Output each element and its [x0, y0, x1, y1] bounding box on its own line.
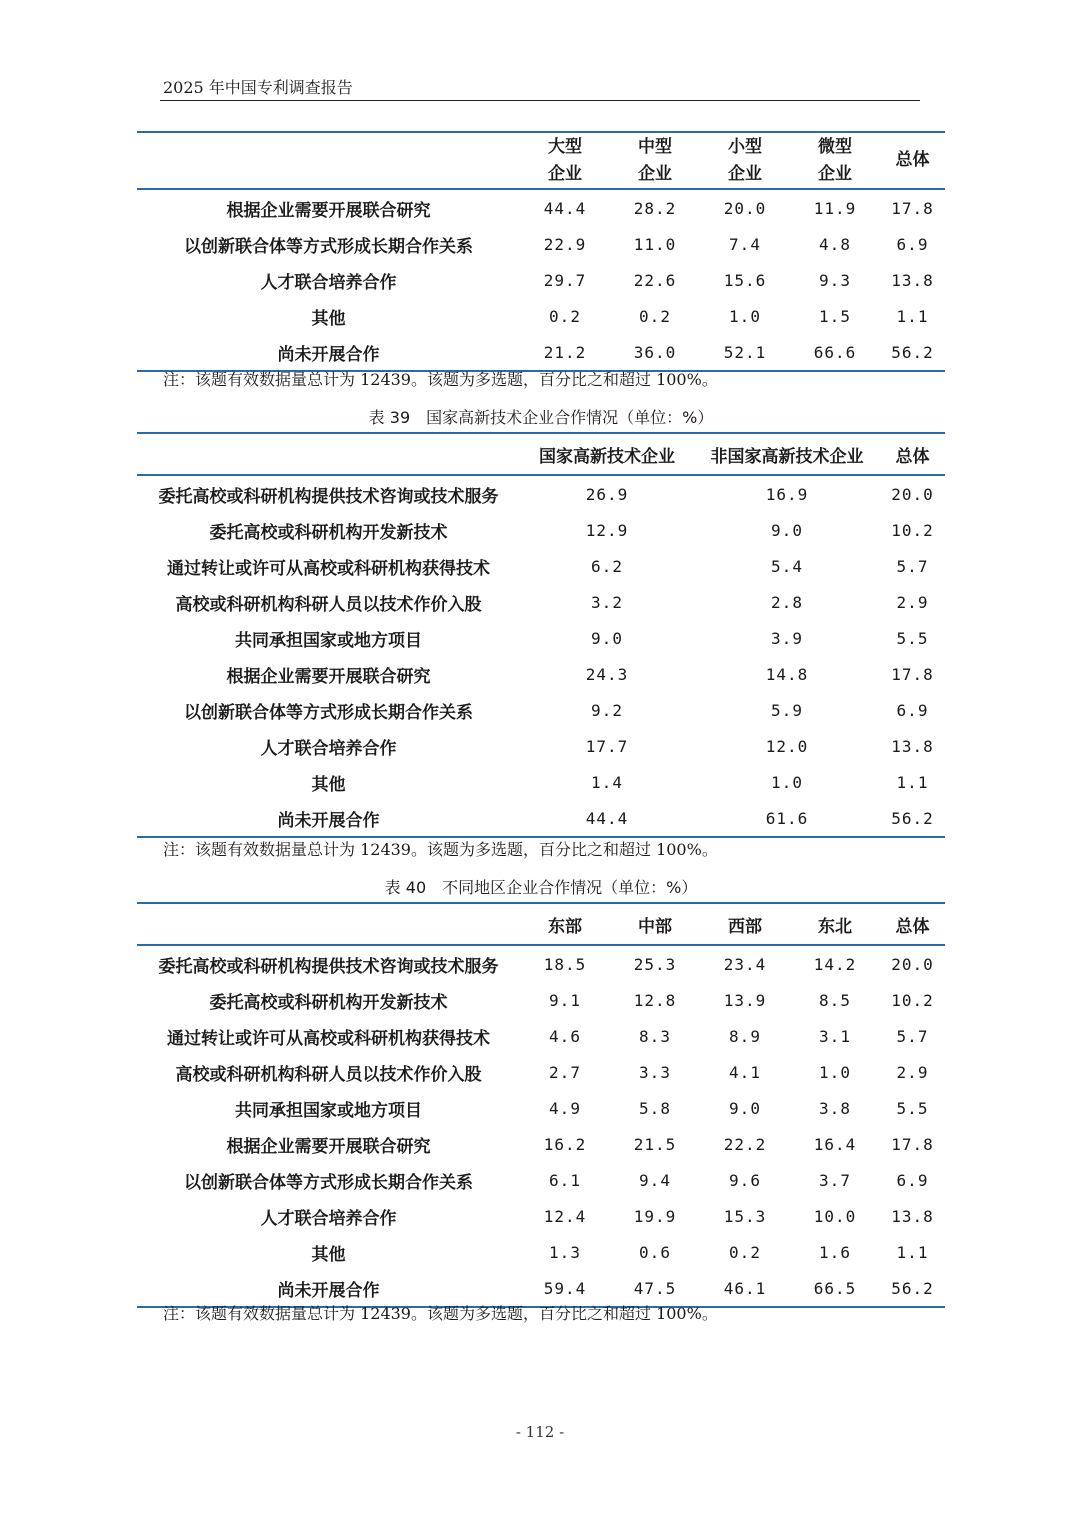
table-header-row	[137, 132, 945, 189]
header-cell-blank	[137, 132, 520, 189]
value-cell: 4.8	[819, 234, 851, 254]
table-row	[137, 262, 945, 298]
column-header: 国家高新技术企业	[520, 433, 694, 475]
value-cell: 9.6	[729, 1170, 761, 1190]
value-cell: 44.4	[520, 800, 694, 837]
value-cell: 19.9	[633, 1206, 677, 1226]
value-cell: 4.1	[729, 1062, 761, 1082]
table-row	[137, 656, 945, 692]
table-row	[137, 620, 945, 656]
row-label: 通过转让或许可从高校或科研机构获得技术	[167, 558, 490, 579]
column-header	[610, 132, 700, 189]
value-cell: 5.5	[896, 1098, 929, 1118]
value-cell: 12.4	[543, 1206, 587, 1226]
value-cell: 52.1	[700, 334, 790, 371]
row-label: 通过转让或许可从高校或科研机构获得技术	[167, 1028, 490, 1049]
value-cell: 17.8	[891, 198, 934, 218]
value-cell: 16.2	[543, 1134, 587, 1154]
value-cell: 6.9	[896, 700, 929, 720]
table-row	[137, 334, 945, 371]
header-cell-blank	[137, 903, 520, 945]
column-header: 西部	[700, 903, 790, 945]
value-cell: 5.8	[639, 1098, 671, 1118]
row-label: 根据企业需要开展联合研究	[226, 1136, 431, 1157]
value-cell: 9.2	[591, 700, 623, 720]
value-cell: 20.0	[891, 484, 934, 504]
row-label: 以创新联合体等方式形成长期合作关系	[184, 236, 473, 257]
value-cell: 1.5	[819, 306, 851, 326]
table-row	[137, 1090, 945, 1126]
value-cell: 2.9	[896, 592, 929, 612]
value-cell: 9.3	[819, 270, 851, 290]
row-label: 人才联合培养合作	[260, 1208, 397, 1229]
value-cell: 16.9	[765, 484, 809, 504]
table-row	[137, 1162, 945, 1198]
value-cell: 13.9	[723, 990, 767, 1010]
value-cell: 11.9	[813, 198, 857, 218]
running-header: 2025 年中国专利调查报告	[163, 78, 353, 97]
value-cell: 46.1	[700, 1270, 790, 1307]
value-cell: 66.6	[790, 334, 880, 371]
row-label: 高校或科研机构科研人员以技术作价入股	[175, 1064, 482, 1085]
row-label: 人才联合培养合作	[260, 738, 397, 759]
value-cell: 9.4	[639, 1170, 671, 1190]
row-label: 委托高校或科研机构提供技术咨询或技术服务	[158, 486, 499, 507]
value-cell: 25.3	[633, 954, 677, 974]
value-cell: 13.8	[891, 1206, 934, 1226]
table-row	[137, 1198, 945, 1234]
value-cell: 8.9	[729, 1026, 761, 1046]
column-header: 中部	[610, 903, 700, 945]
value-cell: 21.5	[633, 1134, 677, 1154]
value-cell: 5.5	[896, 628, 929, 648]
value-cell: 61.6	[694, 800, 880, 837]
table-row	[137, 1054, 945, 1090]
row-label: 委托高校或科研机构开发新技术	[209, 992, 448, 1013]
enterprise-size-cooperation-table	[137, 131, 945, 372]
value-cell: 9.0	[591, 628, 623, 648]
table-row	[137, 1270, 945, 1307]
value-cell: 22.9	[543, 234, 587, 254]
table-header-row	[137, 433, 945, 475]
column-header-line: 总体	[895, 150, 930, 170]
value-cell: 44.4	[543, 198, 587, 218]
value-cell: 3.2	[591, 592, 623, 612]
column-header-line: 企业	[638, 163, 672, 184]
value-cell: 14.2	[813, 954, 857, 974]
value-cell: 6.9	[896, 234, 929, 254]
value-cell: 20.0	[723, 198, 767, 218]
value-cell: 2.7	[549, 1062, 581, 1082]
row-label: 根据企业需要开展联合研究	[226, 200, 431, 221]
row-label: 其他	[311, 774, 346, 795]
value-cell: 13.8	[891, 270, 934, 290]
value-cell: 20.0	[891, 954, 934, 974]
value-cell: 23.4	[723, 954, 767, 974]
column-header-line: 小型	[728, 136, 762, 157]
value-cell: 2.9	[896, 1062, 929, 1082]
column-header-line: 企业	[548, 163, 582, 184]
column-header: 总体	[880, 903, 945, 945]
table-row	[137, 298, 945, 334]
row-label: 共同承担国家或地方项目	[235, 630, 422, 651]
value-cell: 6.9	[896, 1170, 929, 1190]
column-header	[520, 132, 610, 189]
row-label: 以创新联合体等方式形成长期合作关系	[184, 702, 473, 723]
value-cell: 12.0	[765, 736, 809, 756]
table-row	[137, 189, 945, 226]
value-cell: 3.7	[819, 1170, 851, 1190]
value-cell: 3.3	[639, 1062, 671, 1082]
row-label: 共同承担国家或地方项目	[235, 1100, 422, 1121]
row-label: 尚未开展合作	[137, 800, 520, 837]
value-cell: 7.4	[729, 234, 761, 254]
value-cell: 9.0	[771, 520, 803, 540]
value-cell: 6.2	[591, 556, 623, 576]
value-cell: 21.2	[520, 334, 610, 371]
table-note: 注：该题有效数据量总计为 12439。该题为多选题，百分比之和超过 100%。	[163, 1304, 718, 1323]
row-label: 其他	[311, 308, 346, 329]
column-header: 东部	[520, 903, 610, 945]
column-header	[880, 132, 945, 189]
value-cell: 56.2	[880, 1270, 945, 1307]
table-caption: 表 40 不同地区企业合作情况（单位：%）	[384, 878, 698, 897]
value-cell: 15.3	[723, 1206, 767, 1226]
value-cell: 26.9	[585, 484, 629, 504]
row-label: 委托高校或科研机构提供技术咨询或技术服务	[158, 956, 499, 977]
value-cell: 10.2	[891, 520, 934, 540]
value-cell: 0.2	[639, 306, 671, 326]
value-cell: 56.2	[880, 334, 945, 371]
row-label: 根据企业需要开展联合研究	[226, 666, 431, 687]
table-row	[137, 692, 945, 728]
value-cell: 66.5	[790, 1270, 880, 1307]
table-row	[137, 226, 945, 262]
column-header-line: 微型	[818, 136, 852, 157]
value-cell: 10.0	[813, 1206, 857, 1226]
table-row	[137, 800, 945, 837]
value-cell: 3.8	[819, 1098, 851, 1118]
value-cell: 28.2	[633, 198, 677, 218]
column-header-line: 中型	[638, 136, 672, 157]
value-cell: 47.5	[610, 1270, 700, 1307]
table-note: 注：该题有效数据量总计为 12439。该题为多选题，百分比之和超过 100%。	[163, 840, 718, 859]
value-cell: 1.3	[549, 1242, 581, 1262]
value-cell: 1.1	[896, 1242, 929, 1262]
value-cell: 29.7	[543, 270, 587, 290]
table-row	[137, 764, 945, 800]
row-label: 尚未开展合作	[137, 334, 520, 371]
value-cell: 10.2	[891, 990, 934, 1010]
value-cell: 22.2	[723, 1134, 767, 1154]
value-cell: 1.0	[771, 772, 803, 792]
value-cell: 15.6	[723, 270, 767, 290]
table-caption: 表 39 国家高新技术企业合作情况（单位：%）	[368, 408, 714, 427]
row-label: 高校或科研机构科研人员以技术作价入股	[175, 594, 482, 615]
value-cell: 22.6	[633, 270, 677, 290]
value-cell: 16.4	[813, 1134, 857, 1154]
table-row	[137, 548, 945, 584]
header-cell-blank	[137, 433, 520, 475]
value-cell: 3.9	[771, 628, 803, 648]
column-header	[700, 132, 790, 189]
value-cell: 9.1	[549, 990, 581, 1010]
value-cell: 5.9	[771, 700, 803, 720]
value-cell: 24.3	[585, 664, 629, 684]
column-header: 东北	[790, 903, 880, 945]
page-number: - 112 -	[515, 1423, 565, 1441]
column-header-line: 企业	[728, 163, 762, 184]
value-cell: 17.7	[585, 736, 629, 756]
value-cell: 0.2	[729, 1242, 761, 1262]
value-cell: 13.8	[891, 736, 934, 756]
value-cell: 11.0	[633, 234, 677, 254]
column-header	[790, 132, 880, 189]
table-row	[137, 728, 945, 764]
value-cell: 12.8	[633, 990, 677, 1010]
header-rule	[160, 100, 920, 101]
region-cooperation-table	[137, 902, 945, 1308]
value-cell: 6.1	[549, 1170, 581, 1190]
value-cell: 5.4	[771, 556, 803, 576]
value-cell: 8.3	[639, 1026, 671, 1046]
value-cell: 1.0	[819, 1062, 851, 1082]
value-cell: 1.0	[729, 306, 761, 326]
value-cell: 5.7	[896, 556, 929, 576]
table-row	[137, 475, 945, 512]
value-cell: 4.6	[549, 1026, 581, 1046]
value-cell: 3.1	[819, 1026, 851, 1046]
high-tech-enterprise-cooperation-table	[137, 432, 945, 838]
value-cell: 12.9	[585, 520, 629, 540]
value-cell: 0.6	[639, 1242, 671, 1262]
table-row	[137, 982, 945, 1018]
table-row	[137, 1234, 945, 1270]
value-cell: 0.2	[549, 306, 581, 326]
value-cell: 4.9	[549, 1098, 581, 1118]
table-row	[137, 584, 945, 620]
value-cell: 36.0	[610, 334, 700, 371]
value-cell: 1.4	[591, 772, 623, 792]
table-row	[137, 1018, 945, 1054]
value-cell: 14.8	[765, 664, 809, 684]
value-cell: 2.8	[771, 592, 803, 612]
table-note: 注：该题有效数据量总计为 12439。该题为多选题，百分比之和超过 100%。	[163, 370, 718, 389]
row-label: 以创新联合体等方式形成长期合作关系	[184, 1172, 473, 1193]
value-cell: 5.7	[896, 1026, 929, 1046]
value-cell: 56.2	[880, 800, 945, 837]
value-cell: 1.1	[896, 306, 929, 326]
table-row	[137, 512, 945, 548]
table-row	[137, 1126, 945, 1162]
column-header-line: 企业	[818, 163, 852, 184]
column-header: 非国家高新技术企业	[694, 433, 880, 475]
value-cell: 1.1	[896, 772, 929, 792]
row-label: 委托高校或科研机构开发新技术	[209, 522, 448, 543]
value-cell: 1.6	[819, 1242, 851, 1262]
value-cell: 9.0	[729, 1098, 761, 1118]
row-label: 其他	[311, 1244, 346, 1265]
column-header: 总体	[880, 433, 945, 475]
value-cell: 17.8	[891, 664, 934, 684]
table-header-row	[137, 903, 945, 945]
row-label: 尚未开展合作	[137, 1270, 520, 1307]
column-header-line: 大型	[548, 136, 582, 157]
table-row	[137, 945, 945, 982]
row-label: 人才联合培养合作	[260, 272, 397, 293]
value-cell: 59.4	[520, 1270, 610, 1307]
value-cell: 17.8	[891, 1134, 934, 1154]
value-cell: 8.5	[819, 990, 851, 1010]
value-cell: 18.5	[543, 954, 587, 974]
